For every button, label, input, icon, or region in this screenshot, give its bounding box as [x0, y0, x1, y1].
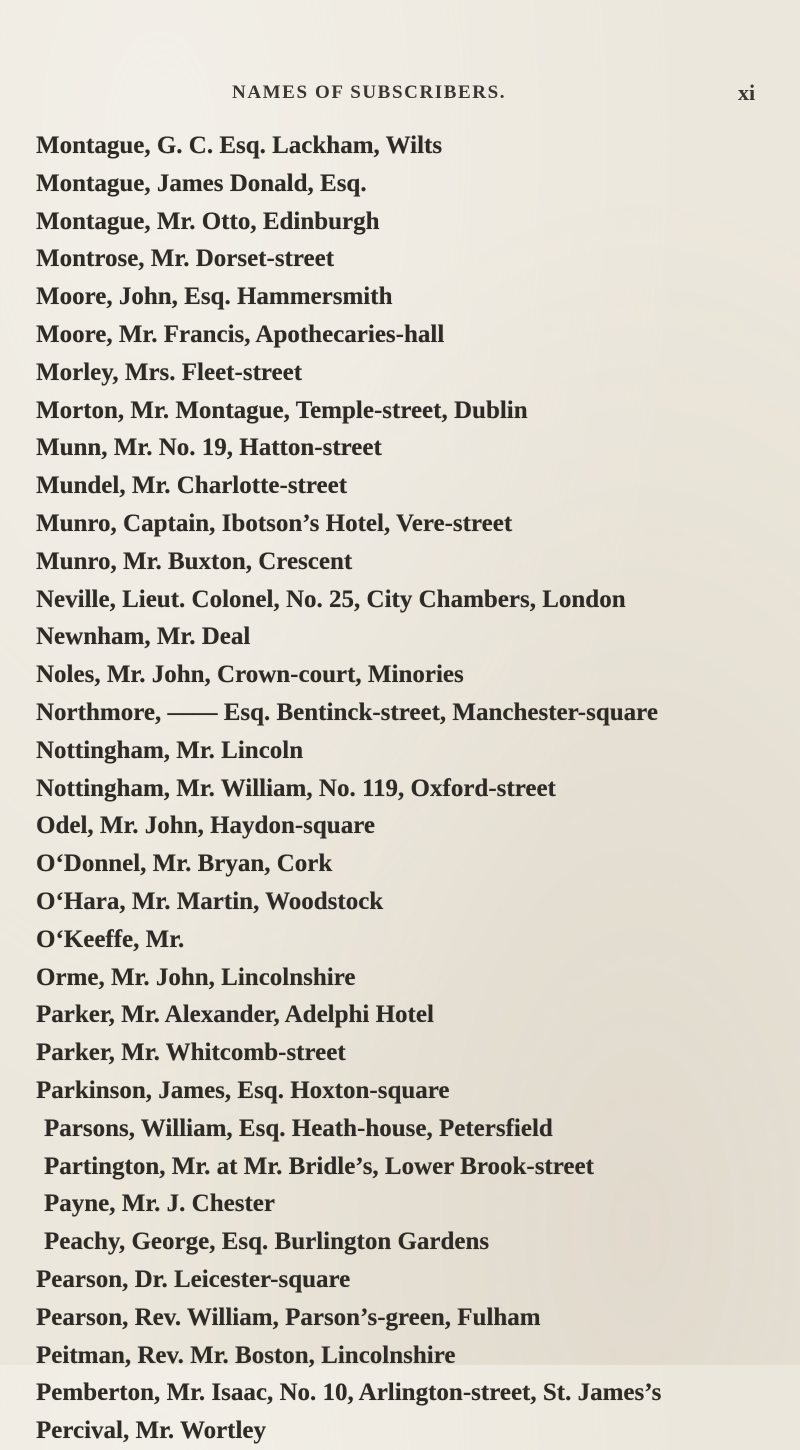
subscriber-entry: Parkinson, James, Esq. Hoxton-square — [36, 1076, 450, 1104]
subscriber-entry: Moore, John, Esq. Hammersmith — [36, 283, 393, 311]
subscriber-entry: Nottingham, Mr. William, No. 119, Oxford-street — [36, 774, 556, 802]
subscriber-entry: Montague, Mr. Otto, Edinburgh — [36, 207, 380, 235]
subscriber-entry: Montague, G. C. Esq. Lackham, Wilts — [36, 132, 443, 159]
subscriber-entry: Pemberton, Mr. Isaac, No. 10, Arlington-street, St. James’s — [36, 1379, 662, 1407]
subscriber-entry: Peitman, Rev. Mr. Boston, Lincolnshire — [36, 1341, 456, 1369]
subscriber-entry: O‘Hara, Mr. Martin, Woodstock — [36, 887, 384, 915]
subscriber-entry: Munro, Mr. Buxton, Crescent — [36, 547, 353, 575]
page-number: xi — [738, 80, 756, 105]
subscriber-entry: Percival, Mr. Wortley — [36, 1417, 267, 1445]
subscriber-entry: Moore, Mr. Francis, Apothecaries-hall — [36, 320, 445, 348]
subscriber-entry: Mundel, Mr. Charlotte-street — [36, 472, 348, 500]
subscriber-entry: Parsons, William, Esq. Heath-house, Petersfield — [44, 1114, 553, 1142]
subscriber-entry: Nottingham, Mr. Lincoln — [36, 736, 304, 764]
subscriber-entry: Peachy, George, Esq. Burlington Gardens — [44, 1228, 490, 1256]
subscriber-entry: Newnham, Mr. Deal — [36, 623, 251, 651]
subscriber-entry: Montrose, Mr. Dorset-street — [36, 245, 335, 273]
subscriber-entry: Neville, Lieut. Colonel, No. 25, City Chambers, London — [36, 585, 626, 613]
subscriber-entry: Munro, Captain, Ibotson’s Hotel, Vere-street — [36, 509, 513, 537]
subscriber-entry: Montague, James Donald, Esq. — [36, 169, 367, 197]
subscriber-entry: Partington, Mr. at Mr. Bridle’s, Lower Brook-street — [44, 1152, 594, 1180]
subscriber-entry: Northmore, —— Esq. Bentinck-street, Manchester-square — [36, 698, 658, 726]
subscriber-entry: O‘Keeffe, Mr. — [36, 925, 185, 953]
subscriber-entry: Parker, Mr. Whitcomb-street — [36, 1039, 346, 1067]
subscriber-entry: Morton, Mr. Montague, Temple-street, Dublin — [36, 396, 528, 424]
subscriber-entry: Morley, Mrs. Fleet-street — [36, 358, 303, 386]
subscriber-list — [0, 127, 800, 1450]
running-head — [0, 82, 800, 112]
subscriber-entry: Payne, Mr. J. Chester — [44, 1190, 275, 1218]
subscriber-entry: O‘Donnel, Mr. Bryan, Cork — [36, 850, 333, 878]
subscriber-entry: Pearson, Dr. Leicester-square — [36, 1265, 351, 1293]
subscriber-entry: Noles, Mr. John, Crown-court, Minories — [36, 661, 464, 689]
subscriber-entry: Orme, Mr. John, Lincolnshire — [36, 963, 356, 991]
subscriber-entry: Munn, Mr. No. 19, Hatton-street — [36, 434, 382, 462]
running-title: NAMES OF SUBSCRIBERS. — [232, 82, 507, 103]
subscriber-entry: Odel, Mr. John, Haydon-square — [36, 812, 375, 840]
subscriber-entry: Pearson, Rev. William, Parson’s-green, Fulham — [36, 1303, 541, 1331]
subscriber-entry: Parker, Mr. Alexander, Adelphi Hotel — [36, 1001, 434, 1029]
